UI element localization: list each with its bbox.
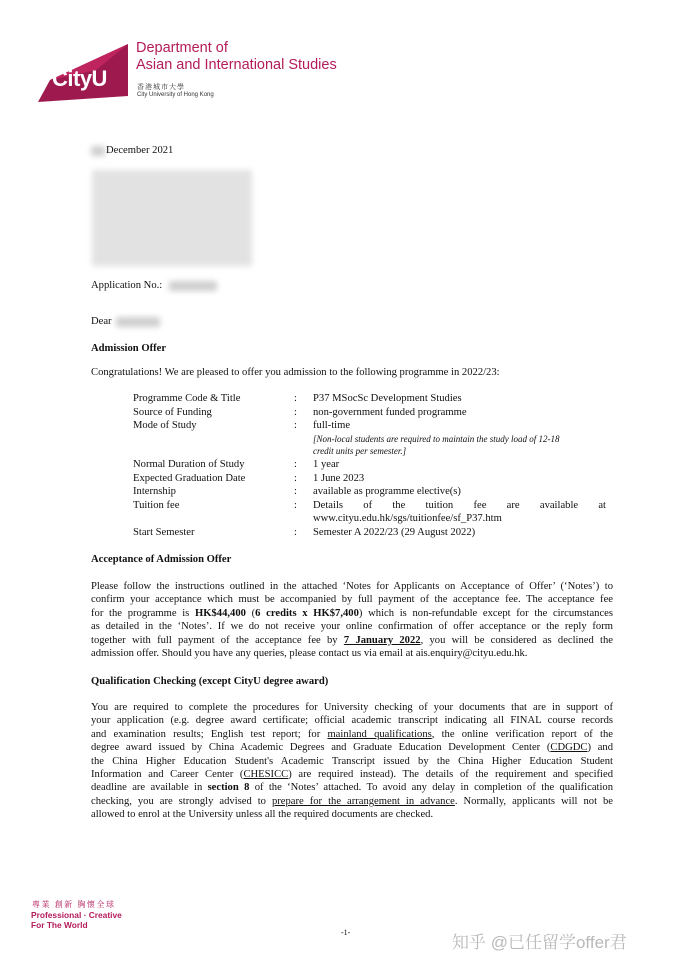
acceptance-text: together with full payment of the acceptance fee by — [91, 634, 344, 646]
detail-value: P37 MSocSc Development Studies — [313, 393, 462, 404]
detail-row — [133, 419, 613, 433]
detail-row — [133, 485, 613, 499]
detail-row — [133, 499, 613, 513]
detail-value: 1 June 2023 — [313, 473, 365, 484]
mode-note-line-1: [Non-local students are required to maintain the study load of 12-18 — [313, 434, 560, 444]
detail-label: Normal Duration of Study — [133, 459, 245, 470]
detail-value: Semester A 2022/23 (29 August 2022) — [313, 527, 476, 538]
detail-row — [133, 458, 613, 472]
qualification-text: deadline are available in — [91, 782, 208, 794]
qualification-text: ) and — [587, 742, 613, 754]
application-label: Application No.: — [91, 280, 163, 291]
qualification-text: checking, you are strongly advised to — [91, 795, 272, 807]
qualification-paragraph — [91, 701, 613, 822]
section-8-ref: section 8 — [207, 782, 250, 794]
mode-note-line-2: credit units per semester.] — [313, 446, 407, 456]
detail-value: Details of the tuition fee are available at — [313, 500, 606, 511]
detail-label: Programme Code & Title — [133, 393, 241, 404]
dept-line-2: Asian and International Studies — [136, 57, 337, 73]
qualification-line — [91, 768, 613, 781]
qualification-text: ) are required instead). The details of the requirement and specified — [288, 769, 613, 781]
detail-sep: : — [294, 407, 297, 418]
qualification-text: and examination results; English test report; for — [91, 728, 328, 740]
dept-line-1: Department of — [136, 40, 228, 56]
acceptance-text: ( — [245, 607, 256, 619]
acceptance-deadline: 7 January 2022 — [343, 634, 421, 646]
detail-sep: : — [294, 500, 297, 511]
qualification-line — [91, 781, 613, 794]
footer-motto-en-1: Professional · Creative — [31, 910, 122, 920]
acceptance-text: for the programme is — [91, 607, 196, 619]
detail-label: Source of Funding — [133, 407, 212, 418]
detail-value: full-time — [313, 420, 351, 431]
detail-row — [133, 472, 613, 486]
footer-motto-cn: 專業 創新 胸懷全球 — [32, 900, 116, 909]
mainland-qualifications-link: mainland qualifications — [327, 728, 432, 740]
qualification-text: Information and Career Center ( — [91, 769, 244, 781]
logo-text: CityU — [52, 66, 107, 91]
qualification-text: . Normally, applicants will not be — [454, 795, 614, 807]
qualification-text: degree award issued by China Academic Degrees and Graduate Education Development Center ( — [91, 742, 551, 754]
acceptance-line: Please follow the instructions outlined in the attached ‘Notes for Applicants on Acceptance of Offer’ (‘Notes’) to — [91, 581, 613, 592]
detail-sep: : — [294, 527, 297, 538]
salutation: Dear — [91, 316, 112, 327]
heading-admission-offer: Admission Offer — [91, 343, 167, 354]
qualification-text: , the online verification report of the — [431, 728, 613, 740]
page-number: -1- — [341, 928, 351, 937]
university-cn: 香港城市大學 — [137, 84, 185, 91]
detail-row — [133, 406, 613, 420]
acceptance-line — [91, 634, 613, 647]
detail-row — [133, 526, 613, 540]
acceptance-line — [91, 607, 613, 620]
qualification-line: your application (e.g. degree award certificate; official academic transcript indicating all FINAL course records — [91, 715, 613, 727]
acceptance-line: as detailed in the ‘Notes’. If we do not receive your online confirmation of offer acceptance or the reply form — [91, 621, 613, 633]
detail-label: Mode of Study — [133, 420, 197, 431]
heading-acceptance: Acceptance of Admission Offer — [91, 554, 232, 565]
intro-text: Congratulations! We are pleased to offer you admission to the following programme in 2022/23: — [91, 367, 500, 378]
detail-value: 1 year — [313, 459, 340, 470]
acceptance-line: admission offer. Should you have any queries, please contact us via email at ais.enquiry@cityu.edu.hk. — [91, 648, 528, 660]
detail-sep: : — [294, 473, 297, 484]
detail-label: Expected Graduation Date — [133, 473, 246, 484]
cityu-logo — [36, 40, 130, 104]
university-en: City University of Hong Kong — [137, 92, 214, 98]
redacted-address — [92, 170, 252, 266]
acceptance-paragraph — [91, 580, 613, 660]
cdgdc-link: CDGDC — [550, 742, 588, 754]
mode-note — [313, 433, 559, 457]
redacted-day — [91, 146, 105, 156]
chesicc-link: CHESICC — [243, 769, 289, 781]
footer-motto-en-2: For The World — [31, 920, 88, 930]
detail-sep: : — [294, 486, 297, 497]
tuition-url[interactable]: www.cityu.edu.hk/sgs/tuitionfee/sf_P37.htm — [313, 513, 502, 524]
qualification-line: You are required to complete the procedures for University checking of your documents that are in support of — [91, 702, 613, 713]
prepare-advance-text: prepare for the arrangement in advance — [271, 795, 455, 807]
detail-sep: : — [294, 459, 297, 470]
qualification-line: the China Higher Education Student's Academic Transcript issued by the China Higher Education Student — [91, 755, 613, 767]
detail-label: Internship — [133, 486, 176, 497]
detail-label: Tuition fee — [133, 500, 180, 511]
detail-row — [133, 392, 613, 406]
detail-value: available as programme elective(s) — [313, 486, 461, 497]
qualification-line: allowed to enrol at the University unless all the required documents are checked. — [91, 809, 434, 821]
heading-qualification: Qualification Checking (except CityU degree award) — [91, 676, 329, 687]
qualification-text: of the ‘Notes’ attached. To avoid any delay in completion of the qualification — [249, 782, 613, 794]
redacted-name — [116, 317, 160, 327]
qualification-line — [91, 741, 613, 754]
acceptance-line: confirm your acceptance which must be accompanied by full payment of the acceptance fee. The acceptance fee — [91, 594, 613, 606]
acceptance-fee: HK$44,400 — [195, 607, 246, 619]
redacted-application-no — [169, 281, 217, 291]
acceptance-text: , you will be considered as declined the — [420, 634, 613, 646]
acceptance-credits: 6 credits x HK$7,400 — [255, 607, 359, 619]
acceptance-text: ) which is non-refundable except for the circumstances — [358, 607, 613, 619]
detail-label: Start Semester — [133, 527, 195, 538]
qualification-line — [91, 795, 613, 808]
detail-sep: : — [294, 393, 297, 404]
letter-date: December 2021 — [106, 145, 174, 156]
detail-sep: : — [294, 420, 297, 431]
watermark: 知乎 @已任留学offer君 — [452, 933, 627, 952]
detail-value: non-government funded programme — [313, 407, 467, 418]
qualification-line — [91, 728, 613, 741]
